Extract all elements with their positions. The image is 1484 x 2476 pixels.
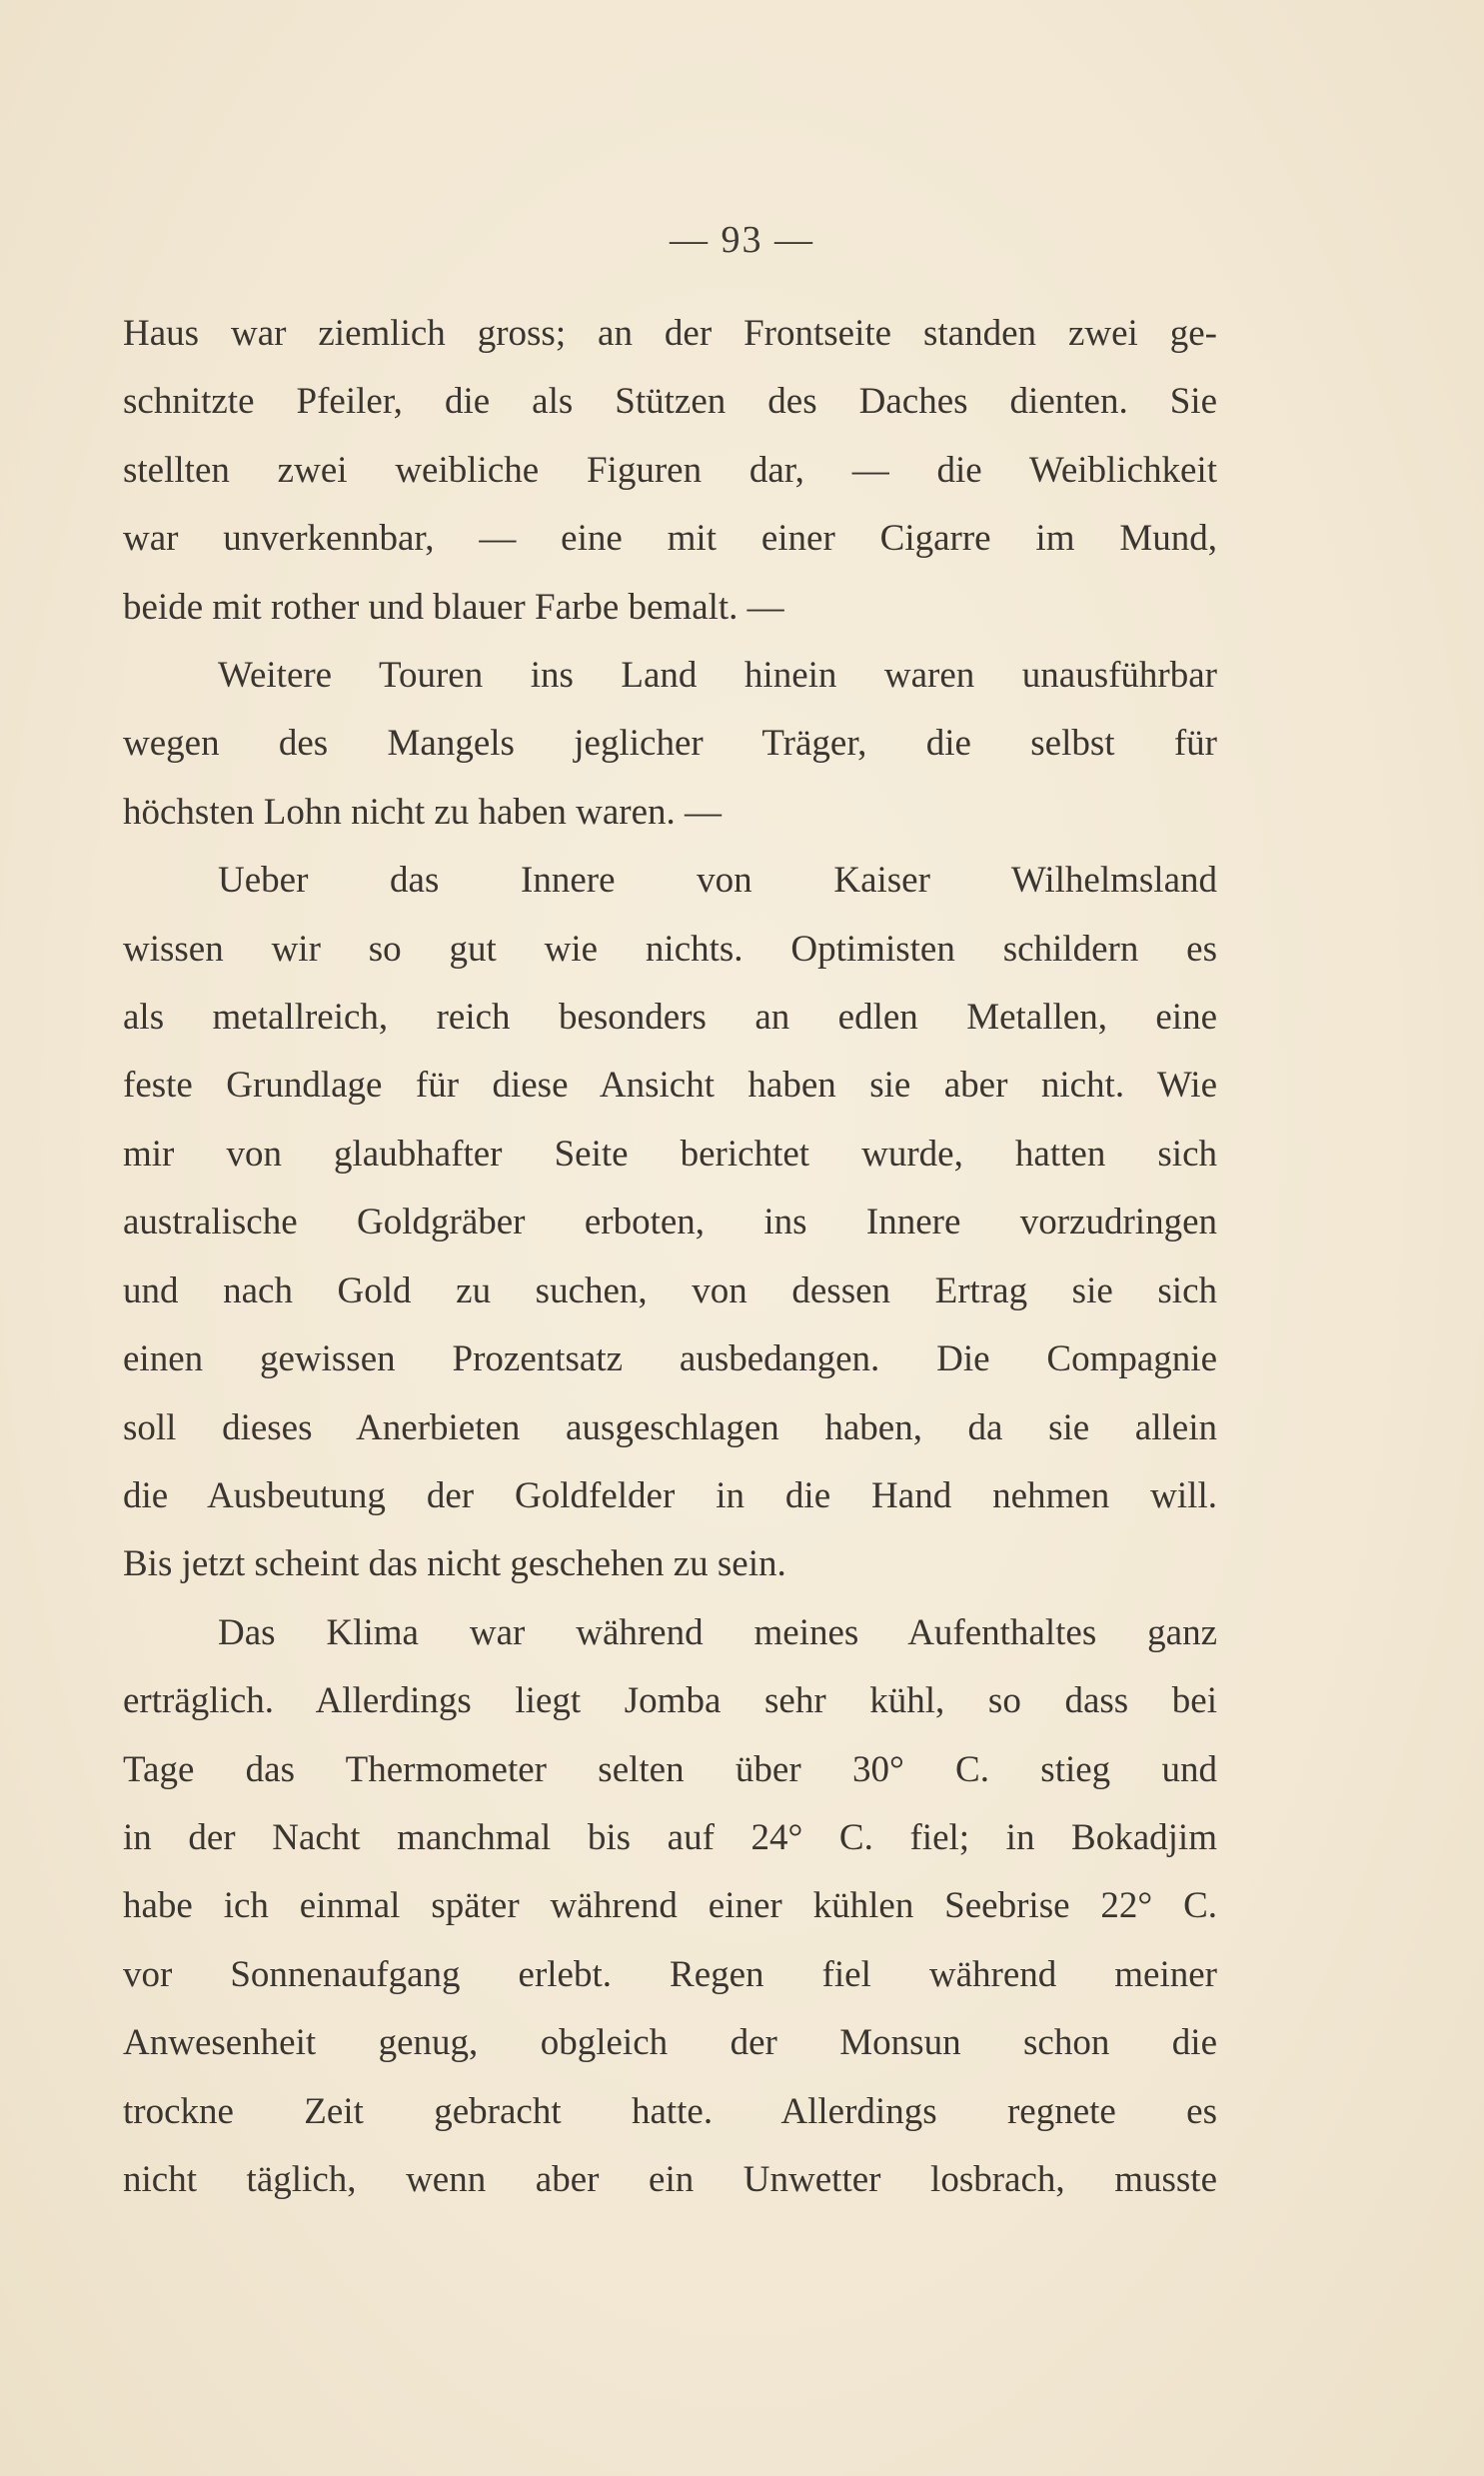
text-line: und nach Gold zu suchen, von dessen Ertrag sie sich — [123, 1269, 1217, 1311]
paragraph-1 — [123, 300, 1217, 642]
text-line: Weitere Touren ins Land hinein waren unausführbar — [218, 655, 1217, 697]
text-line: in der Nacht manchmal bis auf 24° C. fiel; in Bokadjim — [123, 1816, 1217, 1858]
paragraph-2 — [123, 642, 1217, 847]
paragraph-4 — [123, 1599, 1217, 2215]
text-line: war unverkennbar, — eine mit einer Cigarre im Mund, — [123, 518, 1217, 560]
text-line: Bis jetzt scheint das nicht geschehen zu sein. — [123, 1543, 786, 1585]
text-line: einen gewissen Prozentsatz ausbedangen. Die Compagnie — [123, 1338, 1217, 1380]
text-line: vor Sonnenaufgang erlebt. Regen fiel während meiner — [123, 1953, 1217, 1995]
text-line: stellten zwei weibliche Figuren dar, — die Weiblichkeit — [123, 449, 1217, 491]
text-line: mir von glaubhafter Seite berichtet wurde, hatten sich — [123, 1133, 1217, 1175]
text-line: habe ich einmal später während einer kühlen Seebrise 22° C. — [123, 1885, 1217, 1927]
text-line: als metallreich, reich besonders an edlen Metallen, eine — [123, 997, 1217, 1039]
text-line: trockne Zeit gebracht hatte. Allerdings regnete es — [123, 2090, 1217, 2132]
paragraph-3 — [123, 847, 1217, 1598]
text-line: feste Grundlage für diese Ansicht haben sie aber nicht. Wie — [123, 1065, 1217, 1107]
text-line: australische Goldgräber erboten, ins Innere vorzudringen — [123, 1202, 1217, 1243]
text-line: die Ausbeutung der Goldfelder in die Hand nehmen will. — [123, 1474, 1217, 1516]
text-line: Das Klima war während meines Aufenthaltes ganz — [218, 1611, 1217, 1653]
text-line: Tage das Thermometer selten über 30° C. stieg und — [123, 1748, 1217, 1790]
text-line: schnitzte Pfeiler, die als Stützen des Daches dienten. Sie — [123, 381, 1217, 423]
text-line: Anwesenheit genug, obgleich der Monsun schon die — [123, 2022, 1217, 2064]
text-line: beide mit rother und blauer Farbe bemalt. — — [123, 586, 784, 628]
text-line: Ueber das Innere von Kaiser Wilhelmsland — [218, 860, 1217, 902]
page-number: — 93 — — [670, 219, 814, 261]
text-line: Haus war ziemlich gross; an der Frontseite standen zwei ge- — [123, 313, 1217, 354]
text-line: nicht täglich, wenn aber ein Unwetter losbrach, musste — [123, 2158, 1217, 2200]
body-text — [123, 300, 1217, 2214]
text-line: erträglich. Allerdings liegt Jomba sehr kühl, so dass bei — [123, 1680, 1217, 1722]
text-line: höchsten Lohn nicht zu haben waren. — — [123, 791, 723, 833]
text-line: soll dieses Anerbieten ausgeschlagen haben, da sie allein — [123, 1406, 1217, 1448]
text-line: wegen des Mangels jeglicher Träger, die selbst für — [123, 723, 1217, 765]
text-line: wissen wir so gut wie nichts. Optimisten schildern es — [123, 928, 1217, 970]
